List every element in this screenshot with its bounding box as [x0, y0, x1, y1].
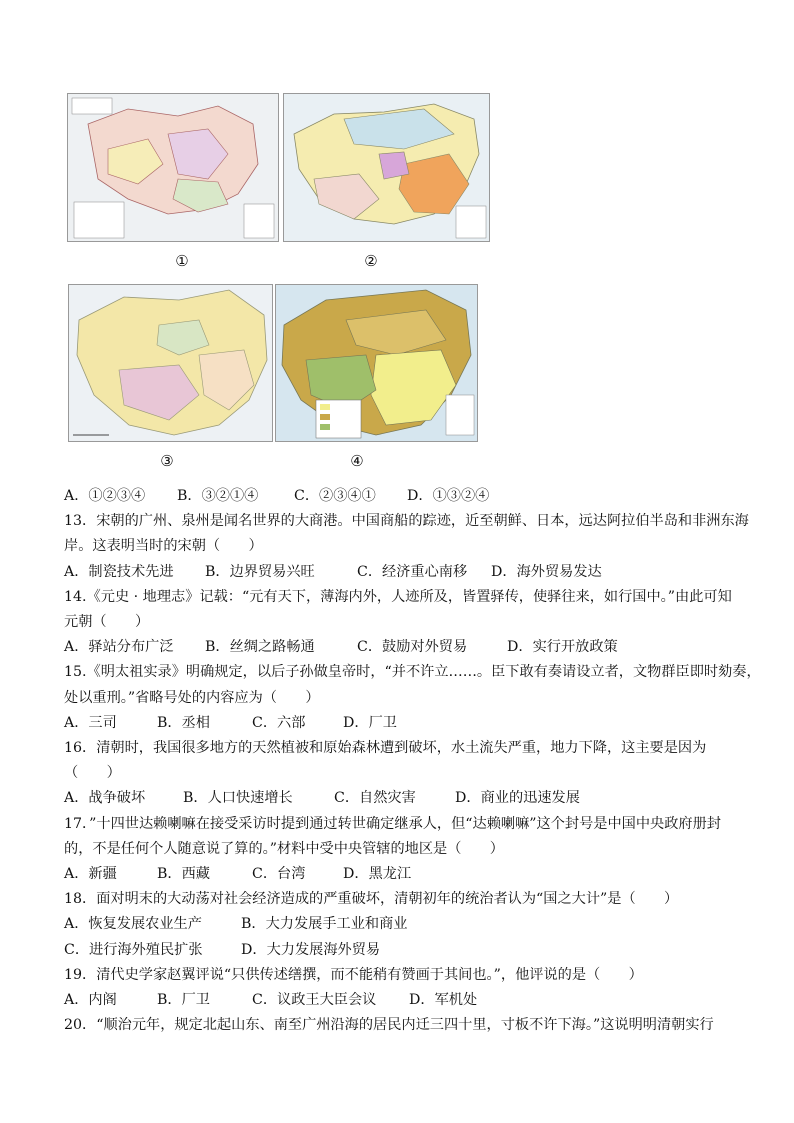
map-2-image: [283, 93, 490, 242]
q18-option-d[interactable]: D．大力发展海外贸易: [241, 941, 381, 958]
q15-option-c[interactable]: C．六部: [252, 714, 306, 731]
q17-option-c[interactable]: C．台湾: [252, 866, 306, 883]
q17-stem-line1: 17．”十四世达赖喇嘛在接受采访时提到通过转世确定继承人，但“达赖喇嘛”这个封号是中国中央政府册封: [64, 815, 721, 832]
q14-option-b[interactable]: B．丝绸之路畅通: [205, 639, 315, 656]
q16-options: [64, 786, 744, 811]
map-4-image: [275, 284, 478, 442]
map-1-label: ①: [175, 252, 189, 270]
q16-option-c[interactable]: C．自然灾害: [334, 790, 416, 807]
q14-options: [64, 635, 744, 660]
q12-option-a[interactable]: A．①②③④: [64, 488, 146, 504]
q13-option-c[interactable]: C．经济重心南移: [357, 563, 468, 580]
q19-stem-line1: 19．清代史学家赵翼评说“只供传述缮撰，而不能稍有赞画于其间也。”，他评说的是（ ）: [64, 966, 643, 983]
q14-option-a[interactable]: A．驿站分布广泛: [64, 639, 174, 656]
q15-options: [64, 711, 744, 736]
q13-option-b[interactable]: B．边界贸易兴旺: [205, 563, 315, 580]
q16-stem-line1: 16．清朝时，我国很多地方的天然植被和原始森林遭到破坏，水土流失严重，地力下降，这主要是因为: [64, 740, 707, 757]
q20-stem-line1: 20．“顺治元年，规定北起山东、南至广州沿海的居民内迁三四十里，寸板不许下海。”这说明明清朝实行: [64, 1017, 714, 1034]
q14-stem-line1: 14.《元史 · 地理志》记载：“元有天下，薄海内外，人迹所及，皆置驿传，使驿往来，如行国中。”由此可知: [64, 588, 732, 605]
map-image-icon: [284, 94, 489, 241]
q16-option-d[interactable]: D．商业的迅速发展: [455, 790, 580, 807]
q19-option-d[interactable]: D．军机处: [409, 992, 478, 1009]
map-1-image: [67, 93, 279, 242]
q19-option-c[interactable]: C．议政王大臣会议: [252, 992, 377, 1009]
q12-options: [64, 484, 744, 509]
q13-stem-line1: 13．宋朝的广州、泉州是闻名世界的大商港。中国商船的踪迹，近至朝鲜、日本，远达阿拉伯半岛和非洲东海: [64, 513, 749, 530]
q13-option-d[interactable]: D．海外贸易发达: [491, 563, 602, 580]
q15-stem-line1: 15.《明太祖实录》明确规定，以后子孙做皇帝时，“并不许立……。臣下敢有奏请设立者，文物群臣即时劾奏，: [64, 664, 761, 681]
q18-options-row1: [64, 912, 744, 937]
map-3-image: [68, 284, 273, 442]
map-4-label: ④: [350, 452, 364, 470]
q18-option-a[interactable]: A．恢复发展农业生产: [64, 916, 202, 933]
q15-stem-line2: 处以重刑。”省略号处的内容应为（ ）: [64, 689, 320, 706]
map-3-label: ③: [160, 452, 174, 470]
map-image-icon: [69, 285, 272, 441]
q14-stem-line2: 元朝（ ）: [64, 614, 150, 631]
q17-option-b[interactable]: B．西藏: [157, 866, 210, 883]
q14-option-d[interactable]: D．实行开放政策: [507, 639, 618, 656]
q12-option-b[interactable]: B．③②①④: [177, 488, 259, 504]
q17-options: [64, 862, 744, 887]
q19-option-b[interactable]: B．厂卫: [157, 992, 210, 1009]
q15-option-a[interactable]: A．三司: [64, 714, 117, 731]
q17-option-a[interactable]: A．新疆: [64, 866, 117, 883]
q15-option-b[interactable]: B．丞相: [157, 714, 210, 731]
map-image-icon: [68, 94, 278, 241]
q18-option-c[interactable]: C．进行海外殖民扩张: [64, 941, 203, 958]
q17-option-d[interactable]: D．黑龙江: [343, 866, 412, 883]
q13-option-a[interactable]: A．制瓷技术先进: [64, 563, 174, 580]
q13-options: [64, 560, 744, 585]
q16-option-b[interactable]: B．人口快速增长: [183, 790, 293, 807]
q19-option-a[interactable]: A．内阁: [64, 992, 117, 1009]
q19-options: [64, 988, 744, 1013]
map-2-label: ②: [364, 252, 378, 270]
map-image-icon: [276, 285, 477, 441]
q12-option-d[interactable]: D．①③②④: [407, 488, 490, 504]
q13-stem-line2: 岸。这表明当时的宋朝（ ）: [64, 538, 263, 555]
q16-option-a[interactable]: A．战争破坏: [64, 790, 146, 807]
q17-stem-line2: 的，不是任何个人随意说了算的。”材料中受中央管辖的地区是（ ）: [64, 840, 504, 857]
q14-option-c[interactable]: C．鼓励对外贸易: [357, 639, 468, 656]
question-list: [64, 484, 761, 1038]
q16-stem-line2: （ ）: [64, 765, 121, 782]
q18-stem-line1: 18．面对明末的大动荡对社会经济造成的严重破坏，清朝初年的统治者认为“国之大计”是（ ）: [64, 891, 679, 908]
q18-option-b[interactable]: B．大力发展手工业和商业: [241, 916, 408, 933]
q12-option-c[interactable]: C．②③④①: [294, 488, 376, 504]
q18-options-row2: [64, 938, 744, 963]
q15-option-d[interactable]: D．厂卫: [343, 714, 397, 731]
